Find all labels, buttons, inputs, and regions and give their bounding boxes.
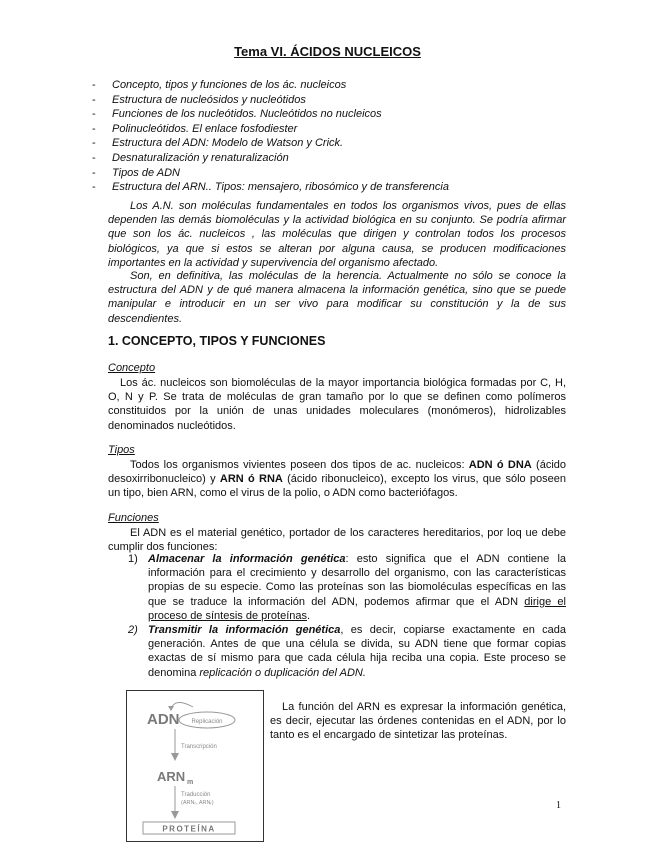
adn-term: ADN ó DNA [468,459,532,471]
concepto-heading: Concepto [108,362,156,374]
tipos-heading: Tipos [108,444,135,456]
list-item: 2) Transmitir la información genética, es decir, copiarse exactamente en cada generación. Antes de que una célula se divida, su ADN tiene que formar copias exactas de sí mismo para que cada célula hija reciba una copia. Este proceso se denomina replicación o duplicación del ADN. [128,624,566,679]
topic-list [92,78,449,195]
page-title: Tema VI. ÁCIDOS NUCLEICOS [234,44,421,59]
list-bullet: - [92,151,96,164]
list-bullet: - [92,137,96,150]
list-item: 1) Almacenar la información genética: esto significa que el ADN contiene la información para el crecimiento y desarrollo del organismo, con las características propias de su especie. Como las proteínas son las biomoléculas específicas en las que se traduce la información del ADN, podemos afirmar que el ADN dirige el proceso de síntesis de proteínas. [128,553,567,622]
diagram-svg [127,691,263,841]
traduccion-label: Traducción [181,792,211,798]
list-bullet: - [92,79,96,91]
page-number: 1 [556,800,561,811]
list-bullet: - [92,122,96,135]
list-bullet: - [92,166,96,179]
list-item: - Desnaturalización y renaturalización [92,151,289,164]
list-item: - Estructura del ARN.. Tipos: mensajero, ribosómico y de transferencia [92,181,449,194]
item-number: 1) [128,553,138,565]
figure-caption-text: La función del ARN es expresar la información genética, es decir, ejecutar las órdenes contenidas en el ADN, por lo tanto es el encargado de sintetizar las proteínas. [270,701,566,742]
arn-subscript: m [187,779,194,786]
list-item: - Concepto, tipos y funciones de los ác. nucleicos [92,79,347,91]
list-item: - Estructura del ADN: Modelo de Watson y Crick. [92,137,344,150]
list-bullet: - [92,108,96,121]
tipos-paragraph: Todos los organismos vivientes poseen dos tipos de ac. nucleicos: ADN ó DNA (ácido desoxirribonucleico) y ARN ó RNA (ácido ribonucleico), excepto los virus, que sólo poseen un tipo, bien ARN, como el virus de la polio, o ADN como bacteriófagos. [108,459,567,500]
funciones-heading: Funciones [108,512,159,524]
list-bullet: - [92,181,96,194]
list-item: - Estructura de nucleósidos y nucleótidos [92,93,306,106]
translation-arrowhead [171,811,179,819]
intro-paragraph-2: Son, en definitiva, las moléculas de la herencia. Actualmente no sólo se conoce la estructura del ADN y de qué manera almacena la información genética, sino que se puede manipular e introducir en un ser vivo para modificar su constitución y la de sus descendientes. [108,270,566,325]
list-item: - Polinucleótidos. El enlace fosfodiester [92,122,298,135]
traduccion-sublabel: (ARNₜ, ARNᵣ) [181,800,214,806]
adn-label: ADN [147,711,180,728]
central-dogma-diagram [126,690,264,842]
arn-label: ARN [157,769,186,784]
item-number: 2) [128,624,138,637]
section-heading: 1. CONCEPTO, TIPOS Y FUNCIONES [108,334,326,348]
list-item: - Tipos de ADN [92,166,180,179]
funciones-intro: El ADN es el material genético, portador de los caracteres hereditarios, por loq ue debe cumplir dos funciones: [108,527,566,554]
funciones-list [108,552,566,680]
transcripcion-label: Transcripción [181,744,217,750]
list-item: - Funciones de los nucleótidos. Nucleótidos no nucleicos [92,108,382,121]
intro-paragraph-1: Los A.N. son moléculas fundamentales en todos los organismos vivos, pues de ellas dependen las demás biomoléculas y la actividad biológica en su conjunto. Se podría afirmar que son los ác. nucleicos , las moléculas que dirigen y controlan todos los procesos biológicos, ya que si estos se alteran por alguna causa, se producen modificaciones importantes en la actividad y supervivencia del organismo afectado. [108,200,566,269]
list-bullet: - [92,93,96,106]
arn-term: ARN ó RNA [219,473,283,486]
transcription-arrowhead [171,753,179,761]
replicacion-label: Replicación [191,719,223,725]
proteina-label: PROTEÍNA [162,824,216,834]
replication-arrow [171,702,193,709]
concepto-paragraph: Los ác. nucleicos son biomoléculas de la mayor importancia biológica formadas por C, H, O, N y P. Se trata de moléculas de gran tamaño por lo que se definen como polímeros constituidos por la unión de unas unidades moleculares (monómeros), hidrolizables denominados nucleótidos. [108,377,566,432]
